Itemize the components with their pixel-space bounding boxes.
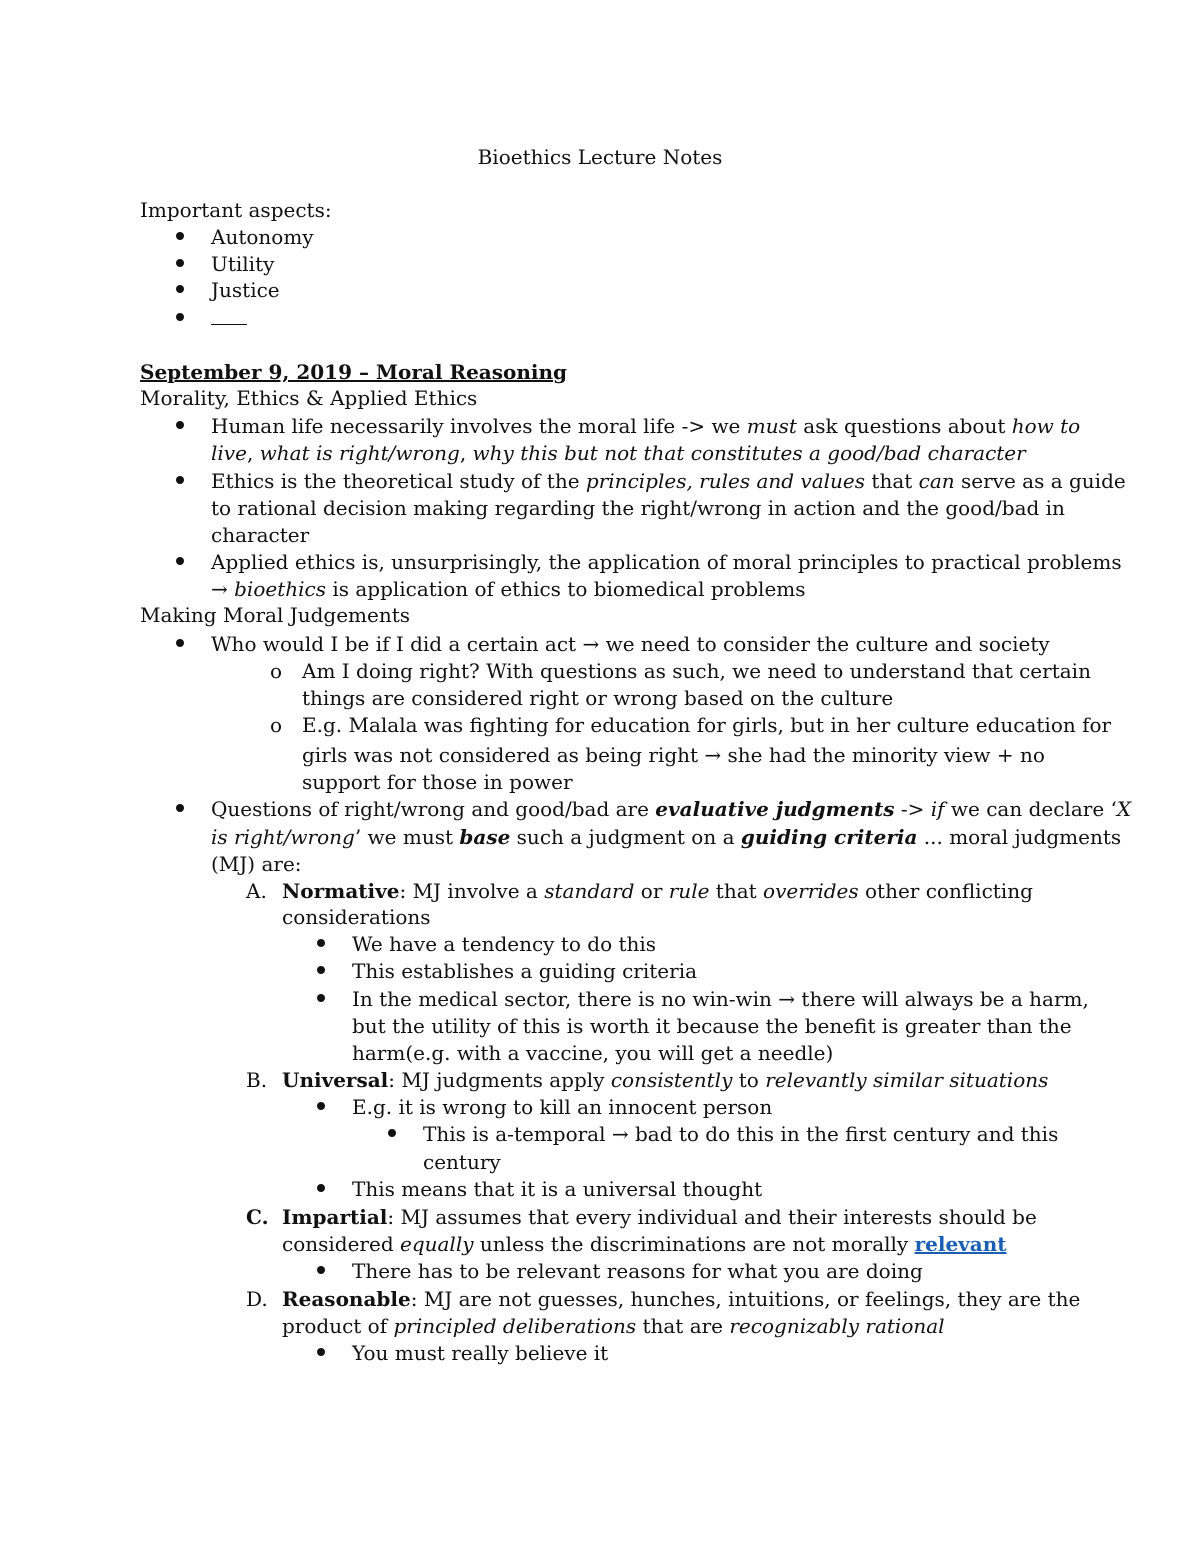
paragraph-line: There has to be relevant reasons for what you are doing — [352, 1259, 923, 1283]
paragraph-line: This means that it is a universal thought — [352, 1177, 763, 1201]
paragraph-line: Human life necessarily involves the moral life -> we must ask questions about how to — [211, 414, 1081, 438]
bullet-icon — [176, 557, 184, 565]
paragraph-line: This establishes a guiding criteria — [352, 959, 698, 983]
list-marker-b: B. — [246, 1068, 268, 1092]
document-title: Bioethics Lecture Notes — [477, 145, 723, 169]
paragraph-line: → bioethics is application of ethics to biomedical problems — [211, 577, 806, 601]
blank-underline — [211, 308, 247, 325]
paragraph-line: Reasonable: MJ are not guesses, hunches, intuitions, or feelings, they are the — [282, 1287, 1081, 1311]
paragraph-line: E.g. it is wrong to kill an innocent person — [352, 1095, 773, 1119]
list-item: Utility — [211, 252, 275, 276]
paragraph-line: In the medical sector, there is no win-win → there will always be a harm, — [352, 987, 1089, 1011]
circle-bullet-marker: o — [270, 659, 283, 683]
paragraph-line: support for those in power — [302, 770, 573, 794]
paragraph-line: but the utility of this is worth it because the benefit is greater than the — [352, 1014, 1072, 1038]
paragraph-line: Ethics is the theoretical study of the principles, rules and values that can serve as a guide — [211, 469, 1126, 493]
paragraph-line: Universal: MJ judgments apply consistently to relevantly similar situations — [282, 1068, 1049, 1092]
bullet-icon — [176, 285, 184, 293]
bullet-icon — [317, 1184, 325, 1192]
bullet-icon — [176, 804, 184, 812]
paragraph-line: girls was not considered as being right → she had the minority view + no — [302, 743, 1045, 767]
list-item: Justice — [211, 278, 280, 302]
paragraph-line: Questions of right/wrong and good/bad are evaluative judgments -> if we can declare ‘X — [211, 797, 1132, 821]
paragraph-line: is right/wrong’ we must base such a judgment on a guiding criteria ... moral judgments — [211, 825, 1122, 849]
paragraph-line: Am I doing right? With questions as such, we need to understand that certain — [302, 659, 1091, 683]
paragraph-line: You must really believe it — [352, 1341, 609, 1365]
paragraph-line: century — [423, 1150, 501, 1174]
paragraph-line: We have a tendency to do this — [352, 932, 657, 956]
bullet-icon — [176, 232, 184, 240]
bullet-icon — [176, 421, 184, 429]
paragraph-line: Normative: MJ involve a standard or rule that overrides other conflicting — [282, 879, 1033, 903]
subheading: Making Moral Judgements — [140, 603, 411, 627]
list-marker-d: D. — [246, 1287, 268, 1311]
paragraph-line: Applied ethics is, unsurprisingly, the application of moral principles to practical problems — [211, 550, 1122, 574]
paragraph-line: E.g. Malala was fighting for education for girls, but in her culture education for — [302, 713, 1112, 737]
paragraph-line: (MJ) are: — [211, 852, 302, 876]
important-aspects-heading: Important aspects: — [140, 198, 332, 222]
paragraph-line: Who would I be if I did a certain act → we need to consider the culture and society — [211, 632, 1050, 656]
paragraph-line: This is a-temporal → bad to do this in the first century and this — [423, 1122, 1059, 1146]
paragraph-line: character — [211, 523, 310, 547]
paragraph-line: Impartial: MJ assumes that every individual and their interests should be — [282, 1205, 1037, 1229]
paragraph-line: harm(e.g. with a vaccine, you will get a needle) — [352, 1041, 834, 1065]
bullet-icon — [176, 259, 184, 267]
relevant-link[interactable]: relevant — [914, 1232, 1007, 1256]
subheading: Morality, Ethics & Applied Ethics — [140, 386, 478, 410]
list-item: Autonomy — [211, 225, 314, 249]
bullet-icon — [317, 966, 325, 974]
paragraph-line: considerations — [282, 905, 431, 929]
bullet-icon — [317, 1102, 325, 1110]
list-marker-a: A. — [246, 879, 267, 903]
bullet-icon — [388, 1129, 396, 1137]
blank-list-item — [211, 305, 247, 331]
paragraph-line: live, what is right/wrong, why this but not that constitutes a good/bad character — [211, 441, 1026, 465]
bullet-icon — [176, 639, 184, 647]
section-heading: September 9, 2019 – Moral Reasoning — [140, 360, 568, 384]
bullet-icon — [317, 939, 325, 947]
bullet-icon — [317, 1348, 325, 1356]
paragraph-line: considered equally unless the discriminations are not morally relevant — [282, 1232, 1007, 1256]
bullet-icon — [176, 313, 184, 321]
paragraph-line: things are considered right or wrong based on the culture — [302, 686, 894, 710]
circle-bullet-marker: o — [270, 713, 283, 737]
paragraph-line: to rational decision making regarding the right/wrong in action and the good/bad in — [211, 496, 1065, 520]
paragraph-line: product of principled deliberations that are recognizably rational — [282, 1314, 945, 1338]
bullet-icon — [317, 994, 325, 1002]
bullet-icon — [317, 1266, 325, 1274]
list-marker-c: C. — [246, 1205, 269, 1229]
bullet-icon — [176, 476, 184, 484]
